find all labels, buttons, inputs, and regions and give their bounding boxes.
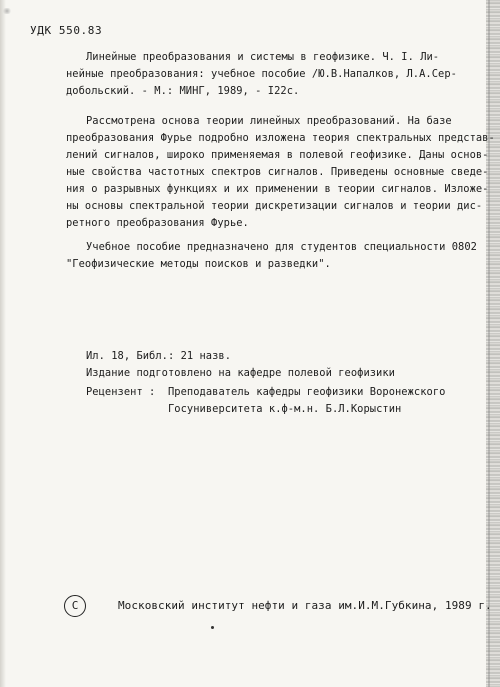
abstract-line-5: ния о разрывных функциях и их применении в теории сигналов. Изложе- xyxy=(66,183,489,195)
copyright-text: Московский институт нефти и газа им.И.М.Губкина, 1989 г. xyxy=(118,599,492,612)
citation-line-2: нейные преобразования: учебное пособие /Ю.В.Напалков, Л.А.Сер- xyxy=(66,68,457,80)
citation-line-3: добольский. - М.: МИНГ, 1989, - I22с. xyxy=(66,85,300,97)
copyright-icon: C xyxy=(64,595,86,617)
illustrations-count: Ил. 18, Библ.: 21 назв. xyxy=(86,350,232,362)
audience-line-1: Учебное пособие предназначено для студентов специальности 0802 xyxy=(86,241,477,253)
abstract-line-7: ретного преобразования Фурье. xyxy=(66,217,249,229)
scan-speck xyxy=(2,8,12,14)
reviewer-line-2: Госуниверситета к.ф-м.н. Б.Л.Корыстин xyxy=(168,403,402,415)
abstract-line-2: преобразования Фурье подробно изложена теория спектральных представ- xyxy=(66,132,495,144)
udc-code: УДК 550.83 xyxy=(30,24,103,37)
abstract-line-3: лений сигналов, широко применяемая в полевой геофизике. Даны основ- xyxy=(66,149,489,161)
ink-dot xyxy=(211,626,214,629)
reviewer-label: Рецензент : xyxy=(86,386,156,398)
reviewer-line-1: Преподаватель кафедры геофизики Воронежского xyxy=(168,386,446,398)
prepared-by: Издание подготовлено на кафедре полевой геофизики xyxy=(86,367,395,379)
abstract-line-6: ны основы спектральной теории дискретизации сигналов и теории дис- xyxy=(66,200,483,212)
scan-edge-right-line xyxy=(488,0,490,687)
scan-edge-left xyxy=(0,0,6,687)
citation-line-1: Линейные преобразования и системы в геофизике. Ч. I. Ли- xyxy=(86,51,440,63)
abstract-line-4: ные свойства частотных спектров сигналов. Приведены основные сведе- xyxy=(66,166,489,178)
abstract-line-1: Рассмотрена основа теории линейных преобразований. На базе xyxy=(86,115,452,127)
audience-line-2: "Геофизические методы поисков и разведки". xyxy=(66,258,331,270)
